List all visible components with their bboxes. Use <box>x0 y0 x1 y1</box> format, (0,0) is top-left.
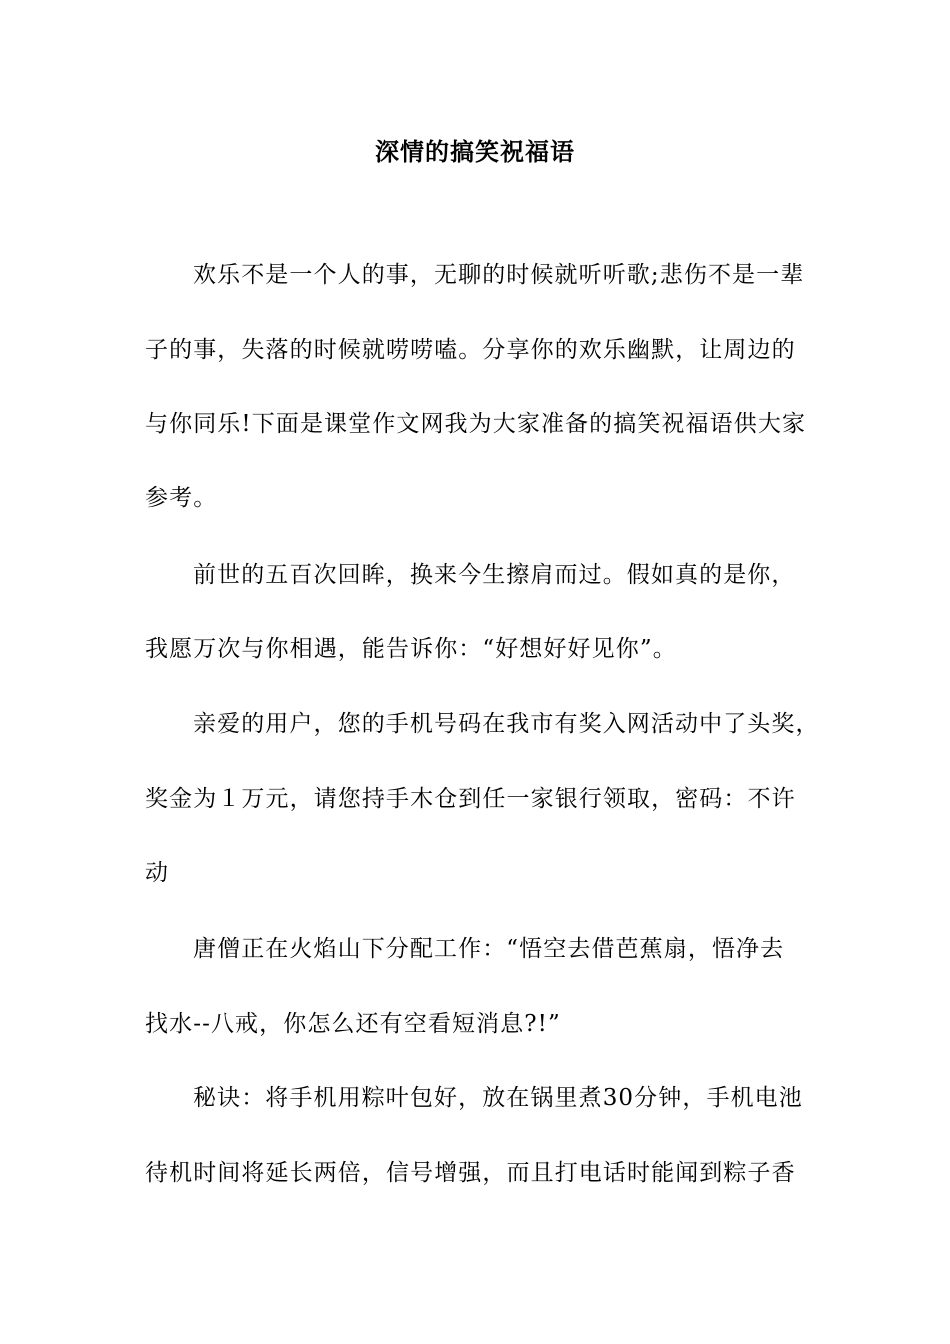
paragraph-4-line-1: 唐僧正在火焰山下分配工作：“悟空去借芭蕉扇，悟净去 <box>193 936 785 962</box>
paragraph-4-line-2: 找水--八戒，你怎么还有空看短消息?!” <box>145 1011 561 1037</box>
document-title: 深情的搞笑祝福语 <box>375 138 575 166</box>
paragraph-3-line-1: 亲爱的用户，您的手机号码在我市有奖入网活动中了头奖， <box>193 711 820 737</box>
paragraph-1-line-3: 与你同乐!下面是课堂作文网我为大家准备的搞笑祝福语供大家 <box>145 411 807 437</box>
paragraph-1-line-4: 参考。 <box>145 485 218 511</box>
paragraph-3-line-2: 奖金为１万元，请您持手木仓到任一家银行领取，密码：不许 <box>145 786 796 812</box>
paragraph-5-line-2: 待机时间将延长两倍，信号增强，而且打电话时能闻到粽子香 <box>145 1160 796 1186</box>
paragraph-2-line-1: 前世的五百次回眸，换来今生擦肩而过。假如真的是你， <box>193 562 796 588</box>
paragraph-2-line-2: 我愿万次与你相遇，能告诉你：“好想好好见你”。 <box>145 636 677 662</box>
paragraph-1-line-2: 子的事，失落的时候就唠唠嗑。分享你的欢乐幽默，让周边的 <box>145 337 796 363</box>
paragraph-5-line-1: 秘诀：将手机用粽叶包好，放在锅里煮30分钟，手机电池 <box>193 1085 803 1111</box>
paragraph-1-line-1: 欢乐不是一个人的事，无聊的时候就听听歌;悲伤不是一辈 <box>193 262 805 288</box>
paragraph-3-line-3: 动 <box>145 860 170 886</box>
